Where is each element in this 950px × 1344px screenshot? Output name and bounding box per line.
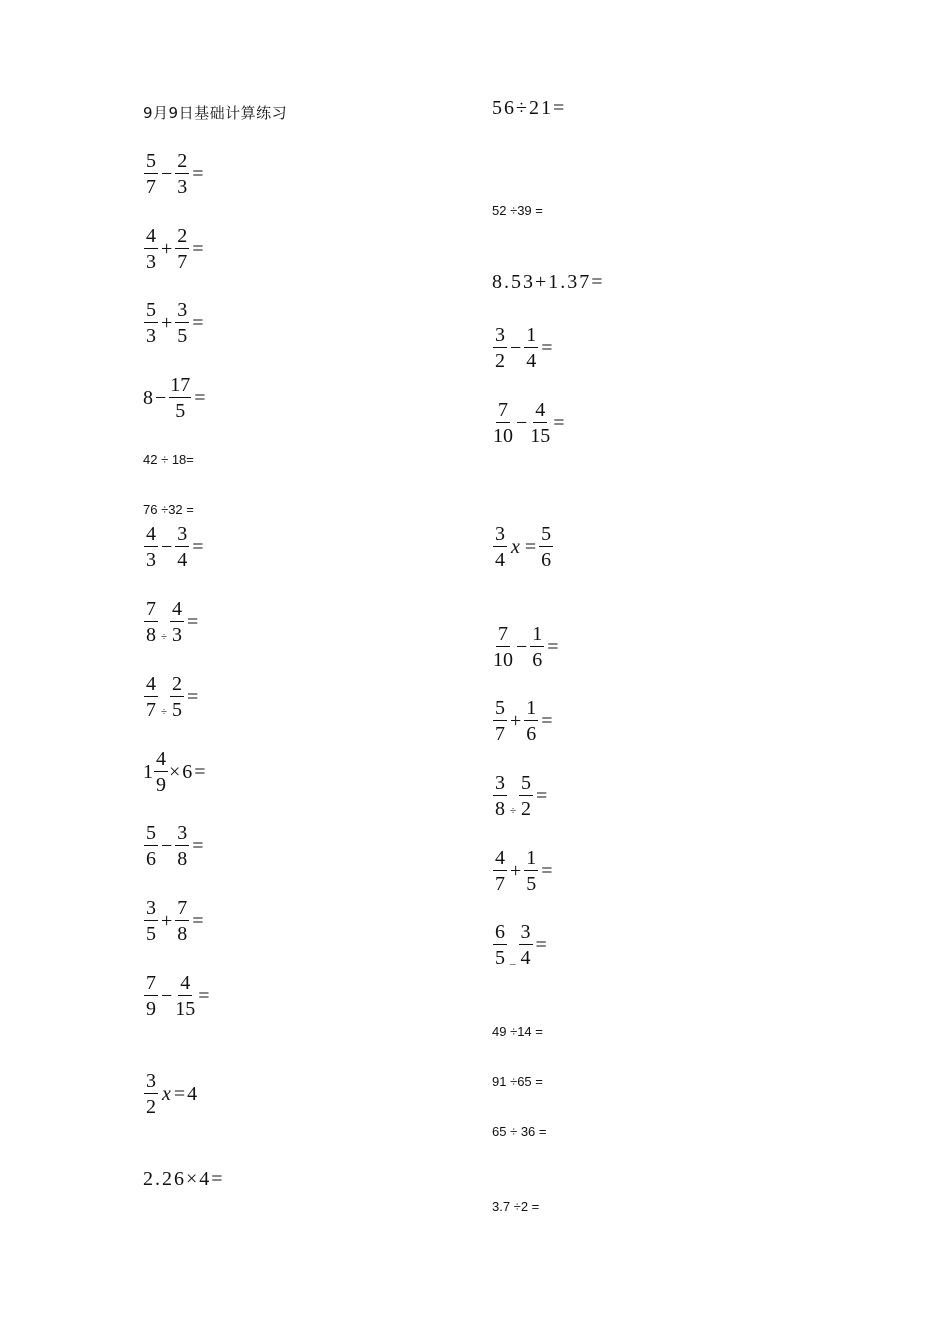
problem-r13: 91 ÷65 =: [492, 1074, 543, 1089]
expression-rest: ×6=: [169, 760, 208, 783]
problem-r1: 56÷21=: [492, 97, 567, 119]
operator: +: [161, 237, 173, 260]
operator: +: [510, 859, 522, 882]
fraction: $\frac{7}{9}$: [146, 972, 156, 1020]
problem-13: [143, 973, 212, 1019]
problem-15: 2.26×4=: [143, 1168, 225, 1190]
fraction: $\frac{5}{7}$: [146, 150, 156, 198]
fraction: $\frac{3}{4}$: [495, 523, 505, 571]
problem-3: [143, 300, 206, 346]
fraction: $\frac{5}{7}$: [495, 697, 505, 745]
operator: +: [161, 909, 173, 932]
fraction: $\frac{2}{3}$: [177, 150, 188, 198]
expression-rest: =4: [173, 1082, 200, 1105]
fraction: $\frac{3}{4}$: [177, 523, 188, 571]
problem-r4: [492, 325, 555, 371]
fraction: $\frac{3}{5}$: [177, 299, 188, 347]
fraction: $\frac{5}{6}$: [541, 523, 552, 571]
operator: −: [161, 834, 173, 857]
problem-7: [143, 524, 206, 570]
equals-sign: =: [187, 610, 199, 633]
variable-x: x: [511, 535, 520, 558]
equals-sign: =: [535, 933, 547, 956]
fraction: $\frac{5}{3}$: [146, 299, 156, 347]
fraction: $\frac{3}{4}$: [520, 921, 531, 969]
operator: −: [161, 984, 173, 1007]
fraction: $\frac{1}{5}$: [526, 847, 537, 895]
fraction: $\frac{4}{7}$: [495, 847, 505, 895]
fraction: $\frac{3}{5}$: [146, 897, 156, 945]
problem-r9: [492, 773, 549, 819]
page-title: 9月9日基础计算练习: [143, 104, 288, 122]
whole-number: 1: [143, 760, 153, 783]
problem-r14: 65 ÷ 36 =: [492, 1124, 547, 1139]
problem-8: [143, 599, 200, 645]
problem-r3: 8.53+1.37=: [492, 271, 605, 293]
problem-r15: 3.7 ÷2 =: [492, 1199, 540, 1214]
problem-9: [143, 674, 200, 720]
fraction: $\frac{4}{7}$: [146, 673, 156, 721]
operator: +: [510, 709, 522, 732]
fraction: $\frac{4}{3}$: [146, 523, 156, 571]
problem-12: [143, 898, 206, 944]
problem-r7: [492, 624, 561, 670]
problem-r11: [492, 922, 549, 968]
equals-sign: =: [192, 237, 204, 260]
fraction: $\frac{1}{4}$: [526, 324, 537, 372]
equals-sign: =: [192, 909, 204, 932]
fraction: $\frac{2}{5}$: [172, 673, 183, 721]
fraction: $\frac{3}{8}$: [495, 772, 505, 820]
fraction: $\frac{2}{7}$: [177, 225, 188, 273]
fraction: $\frac{3}{2}$: [495, 324, 505, 372]
fraction: $\frac{4}{15}$: [175, 972, 196, 1020]
problem-r10: [492, 848, 555, 894]
fraction: $\frac{4}{3}$: [146, 225, 156, 273]
fraction: $\frac{1}{6}$: [526, 697, 537, 745]
equals-sign: =: [187, 685, 199, 708]
equals-sign: =: [194, 386, 206, 409]
operator: +: [161, 311, 173, 334]
operator: −: [155, 386, 167, 409]
operator: −: [161, 162, 173, 185]
divide-operator: ÷: [161, 706, 168, 718]
problem-4: [143, 375, 208, 421]
equals-sign: =: [524, 535, 537, 558]
equals-sign: =: [553, 411, 565, 434]
divide-operator: ÷: [161, 631, 168, 643]
fraction: $\frac{3}{2}$: [146, 1070, 156, 1118]
problem-5: 42 ÷ 18=: [143, 452, 194, 467]
equals-sign: =: [536, 784, 548, 807]
fraction: $\frac{5}{2}$: [521, 772, 532, 820]
problem-r5: [492, 400, 567, 446]
fraction: $\frac{4}{3}$: [172, 598, 183, 646]
fraction: $\frac{6}{5}$: [495, 921, 505, 969]
equals-sign: =: [547, 635, 559, 658]
fraction: $\frac{5}{6}$: [146, 822, 156, 870]
equals-sign: =: [192, 162, 204, 185]
problem-6: 76 ÷32 =: [143, 502, 194, 517]
equals-sign: =: [541, 709, 553, 732]
operator: _: [510, 954, 516, 966]
whole-number: 8: [143, 386, 153, 409]
divide-operator: ÷: [510, 805, 517, 817]
problem-10: [143, 749, 208, 795]
fraction: $\frac{4}{15}$: [530, 399, 551, 447]
fraction: $\frac{7}{8}$: [146, 598, 156, 646]
equals-sign: =: [192, 834, 204, 857]
fraction: $\frac{1}{6}$: [532, 623, 543, 671]
fraction: $\frac{3}{8}$: [177, 822, 188, 870]
fraction: $\frac{7}{10}$: [493, 623, 513, 671]
fraction: $\frac{4}{9}$: [156, 748, 166, 796]
problem-r6: [492, 524, 554, 570]
operator: −: [516, 411, 528, 434]
problem-2: [143, 226, 206, 272]
problem-14: [143, 1071, 199, 1117]
equals-sign: =: [541, 859, 553, 882]
problem-r2: 52 ÷39 =: [492, 203, 543, 218]
equals-sign: =: [192, 311, 204, 334]
problem-r12: 49 ÷14 =: [492, 1024, 543, 1039]
problem-11: [143, 823, 206, 869]
operator: −: [161, 535, 173, 558]
variable-x: x: [162, 1082, 171, 1105]
fraction: $\frac{7}{8}$: [177, 897, 188, 945]
operator: −: [510, 336, 522, 359]
problem-1: [143, 151, 206, 197]
operator: −: [516, 635, 528, 658]
equals-sign: =: [541, 336, 553, 359]
fraction: $\frac{7}{10}$: [493, 399, 513, 447]
problem-r8: [492, 698, 555, 744]
equals-sign: =: [198, 984, 210, 1007]
equals-sign: =: [192, 535, 204, 558]
fraction: $\frac{17}{5}$: [170, 374, 191, 422]
